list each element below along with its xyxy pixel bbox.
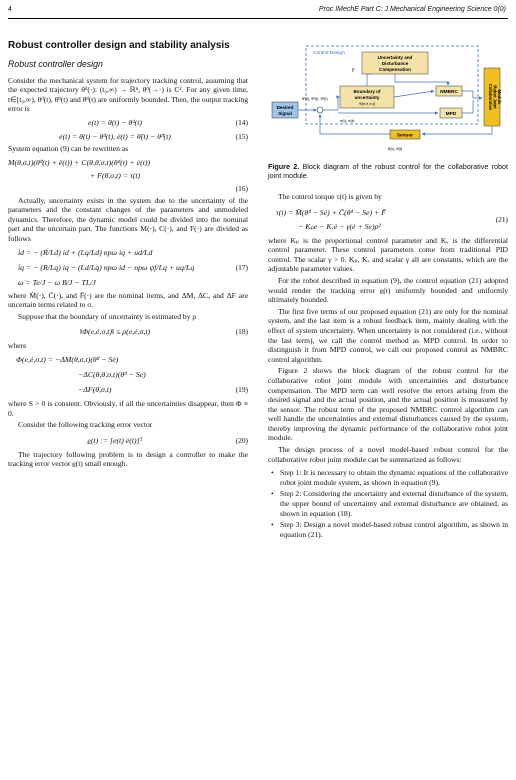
equation-body: M(θ,σ,t)(θ̈ᵈ(t) + ë(t)) + C(θ,θ̇,σ,t)(θ̇ᵈ(t) + ė(t)) <box>8 157 151 167</box>
uncertainty-line1: Uncertainty and <box>377 55 413 60</box>
equation-body: ė(t) = θ̇(t) − θ̇ᵈ(t), ë(t) = θ̈(t) − θ̈ᵈ(t) <box>59 131 171 141</box>
caption-label: Figure 2. <box>268 162 300 171</box>
equation-number: (16) <box>235 183 248 193</box>
equation-15 <box>8 130 248 144</box>
equation-body: e̲(t) := [e(t) ė(t)]ᵀ <box>87 435 143 445</box>
list-item: • Step 2: Considering the uncertainty and external disturbance of the system, the upper bound of uncertainty and external disturbance are obtained, as shown in equation (18). <box>280 489 508 518</box>
section-title: Robust controller design and stability analysis <box>8 40 230 51</box>
paragraph: Consider the following tracking error vector <box>18 420 153 430</box>
left-column <box>8 38 248 471</box>
equation-21-line1 <box>268 206 508 220</box>
sensor-label: Sensor <box>396 133 414 139</box>
paragraph: The first five terms of our proposed equation (21) are only for the nominal system, and the last item is a robust feedback item, mainly dealing with the effect of system uncertainty. When uncertainty is not considered (i.e., without the last term), we call the control method as MPD control. In order to distinguish it from MPD control, we call our proposed control as NMBRC control algorithm. <box>268 306 508 364</box>
theta-vars: θ(t), θ̇(t) <box>388 146 403 151</box>
module-line3: Module <box>497 89 502 105</box>
paragraph: where M̄(·), C̄(·), and F̄(·) are the nominal items, and ΔM, ΔC, and ΔF are uncertain terms related to σ. <box>8 290 248 310</box>
steps-list <box>268 468 508 539</box>
equation-number: (15) <box>235 131 248 141</box>
equation-number: (21) <box>495 214 508 224</box>
page-number: 4 <box>8 6 12 13</box>
equation-19-line2 <box>8 368 248 383</box>
desired-line2: Signal <box>278 111 292 116</box>
phi-label: Φ(e,ė,σ,t) <box>358 102 376 106</box>
paragraph: where Kₚ is the proportional control parameter and Kᵥ is the differential control parameter. These control parameters come from traditional PID control. The scalar γ > 0. Kₚ, Kᵥ and scalar γ all are constants, which are the adjustable parameter values. <box>268 235 508 274</box>
equation-18 <box>8 323 248 341</box>
connector-lines <box>298 74 492 134</box>
paragraph: where <box>8 341 27 351</box>
equation-19-line3 <box>8 383 248 399</box>
paragraph: System equation (9) can be rewritten as <box>8 143 129 153</box>
subsection-title: Robust controller design <box>8 59 103 69</box>
journal-header: Proc IMechE Part C: J Mechanical Engineering Science 0(0) <box>318 6 506 13</box>
paragraph: Suppose that the boundary of uncertainty is estimated by ρ <box>18 311 197 321</box>
paragraph: The control torque τ(t) is given by <box>278 192 382 201</box>
mpd-label: MPD <box>445 112 457 117</box>
control-design-label: Control Design <box>313 51 345 56</box>
error-vars: e(t), ė(t) <box>340 118 355 123</box>
figure-2-diagram <box>268 38 508 156</box>
paragraph: Figure 2 shows the block diagram of the robust control for the collaborative robot joint module with uncertainties and disturbance compensation. The MPD term can well resolve the errors arising from the desired signal and the actual position, and the actual position is measured by the sensor. The robust term of the proposed NMBRC control algorithm can well handle the uncertainties and external disturbances caused by the system, thereby improving the dynamic performance of the collaborative robot joint module. <box>268 366 508 443</box>
equation-body: + F(θ̇,σ,t) = τ(t) <box>89 170 141 180</box>
equation-21-line2 <box>268 214 508 236</box>
equation-17-line1 <box>8 246 248 261</box>
equation-body: −ΔC(θ,θ̇,σ,t)(θ̇ᵈ − Se) <box>78 369 146 379</box>
equation-body: ω̇ = Te/J − ω B/J − TL/J <box>18 277 96 287</box>
equation-body: −ΔF(θ̇,σ,t) <box>78 384 112 394</box>
equation-body: i̇q = − (R/Lq) iq − (Ld/Lq) npω id − npω ψf/Lq + uq/Lq <box>18 262 195 272</box>
desired-vars: θᵈ(t), θ̇ᵈ(t), θ̈ᵈ(t) <box>302 97 328 101</box>
equation-17-line3 <box>8 276 248 291</box>
paragraph: The trajectory following problem is to design a controller to make the tracking error vector e̲(t) small enough. <box>8 449 248 469</box>
equation-body: e(t) = θ(t) − θᵈ(t) <box>88 117 142 127</box>
equation-number: (20) <box>235 435 248 445</box>
uncertainty-line2: Disturbance <box>381 61 409 66</box>
equation-body: ‖Φ(e,ė,σ,t)‖ ≤ ρ(e,ė,σ,t) <box>79 327 151 337</box>
desired-line1: Desired <box>276 105 294 110</box>
paragraph: The design process of a novel model-based robust control for the collaborative robot joint module can be summarized as follows: <box>268 445 508 464</box>
paragraph: Actually, uncertainty exists in the system due to the uncertainty of the parameters and the constant changes of the parameters and unmodeled dynamics. Therefore, the dynamic model could be divided into the nominal part and the uncertain part. The functions M(·), C(·), and F(·) are divided as follows <box>8 195 248 243</box>
equation-16-number <box>8 182 248 196</box>
equation-body: i̇d = − (R/Ld) id + (Lq/Ld) npω iq + ud/Ld <box>18 247 153 257</box>
boundary-line1: Boundary of <box>353 89 381 94</box>
equation-body: τ(t) = M̄(θ̈ᵈ − Sė) + C̄(θ̇ᵈ − Se) + F̄ <box>276 207 387 217</box>
equation-16-line2 <box>8 169 248 182</box>
module-line1: Collaborative <box>488 83 493 111</box>
summing-junction <box>317 107 323 113</box>
header-rule <box>8 18 508 19</box>
gamma-label: γ <box>352 67 355 73</box>
right-column <box>268 38 508 541</box>
equation-body: − Kₚe − Kᵥė − γ(ė + Se)ρ² <box>298 221 381 231</box>
nmbrc-label: NMBRC <box>440 90 458 95</box>
equation-17-line2 <box>8 261 248 276</box>
equation-14 <box>8 116 248 130</box>
equation-number: (18) <box>235 327 248 337</box>
list-item: • Step 1: It is necessary to obtain the dynamic equations of the collaborative robot joint module system, as shown in equation (9). <box>280 468 508 487</box>
caption-text: Block diagram of the robust control for the collaborative robot joint module. <box>268 162 508 180</box>
equation-number: (17) <box>235 262 248 272</box>
paragraph: where S > 0 is constent. Obviously, if all the uncertainties disappear, then Φ ≡ 0. <box>8 398 248 418</box>
equation-20 <box>8 432 248 450</box>
equation-number: (19) <box>235 384 248 394</box>
figure-caption <box>268 162 508 180</box>
block-diagram <box>268 38 508 156</box>
module-line2: Robot Joint <box>492 85 498 109</box>
equation-number: (14) <box>235 117 248 127</box>
paragraph: For the robot described in equation (9), the control equation (21) adopted would render the tracking error e̲(t) uniformly bounded and uniformly ultimately bounded. <box>268 275 508 305</box>
boundary-line2: uncertainty <box>354 95 380 100</box>
uncertainty-line3: Compensation <box>379 67 411 72</box>
equation-19-line1 <box>8 353 248 368</box>
equation-16-line1 <box>8 156 248 169</box>
equation-body: Φ(e,ė,σ,t) = −ΔM(θ,σ,t)(θ̈ᵈ − Sė) <box>16 354 119 364</box>
list-item: • Step 3: Design a novel model-based robust control algorithm, as shown in equation (21). <box>280 520 508 539</box>
paragraph: Consider the mechanical system for trajectory tracking control, assuming that the expected trajectory θᵈ(·): (t₀,∞) → ℝⁿ, θᵈ(→·) is C². For any given time, t∈[t₀,∞), θᵈ(t), θ̇ᵈ(t) and θ̈ᵈ(t) are uniformly bounded. Then, the output tracking error is <box>8 75 248 114</box>
